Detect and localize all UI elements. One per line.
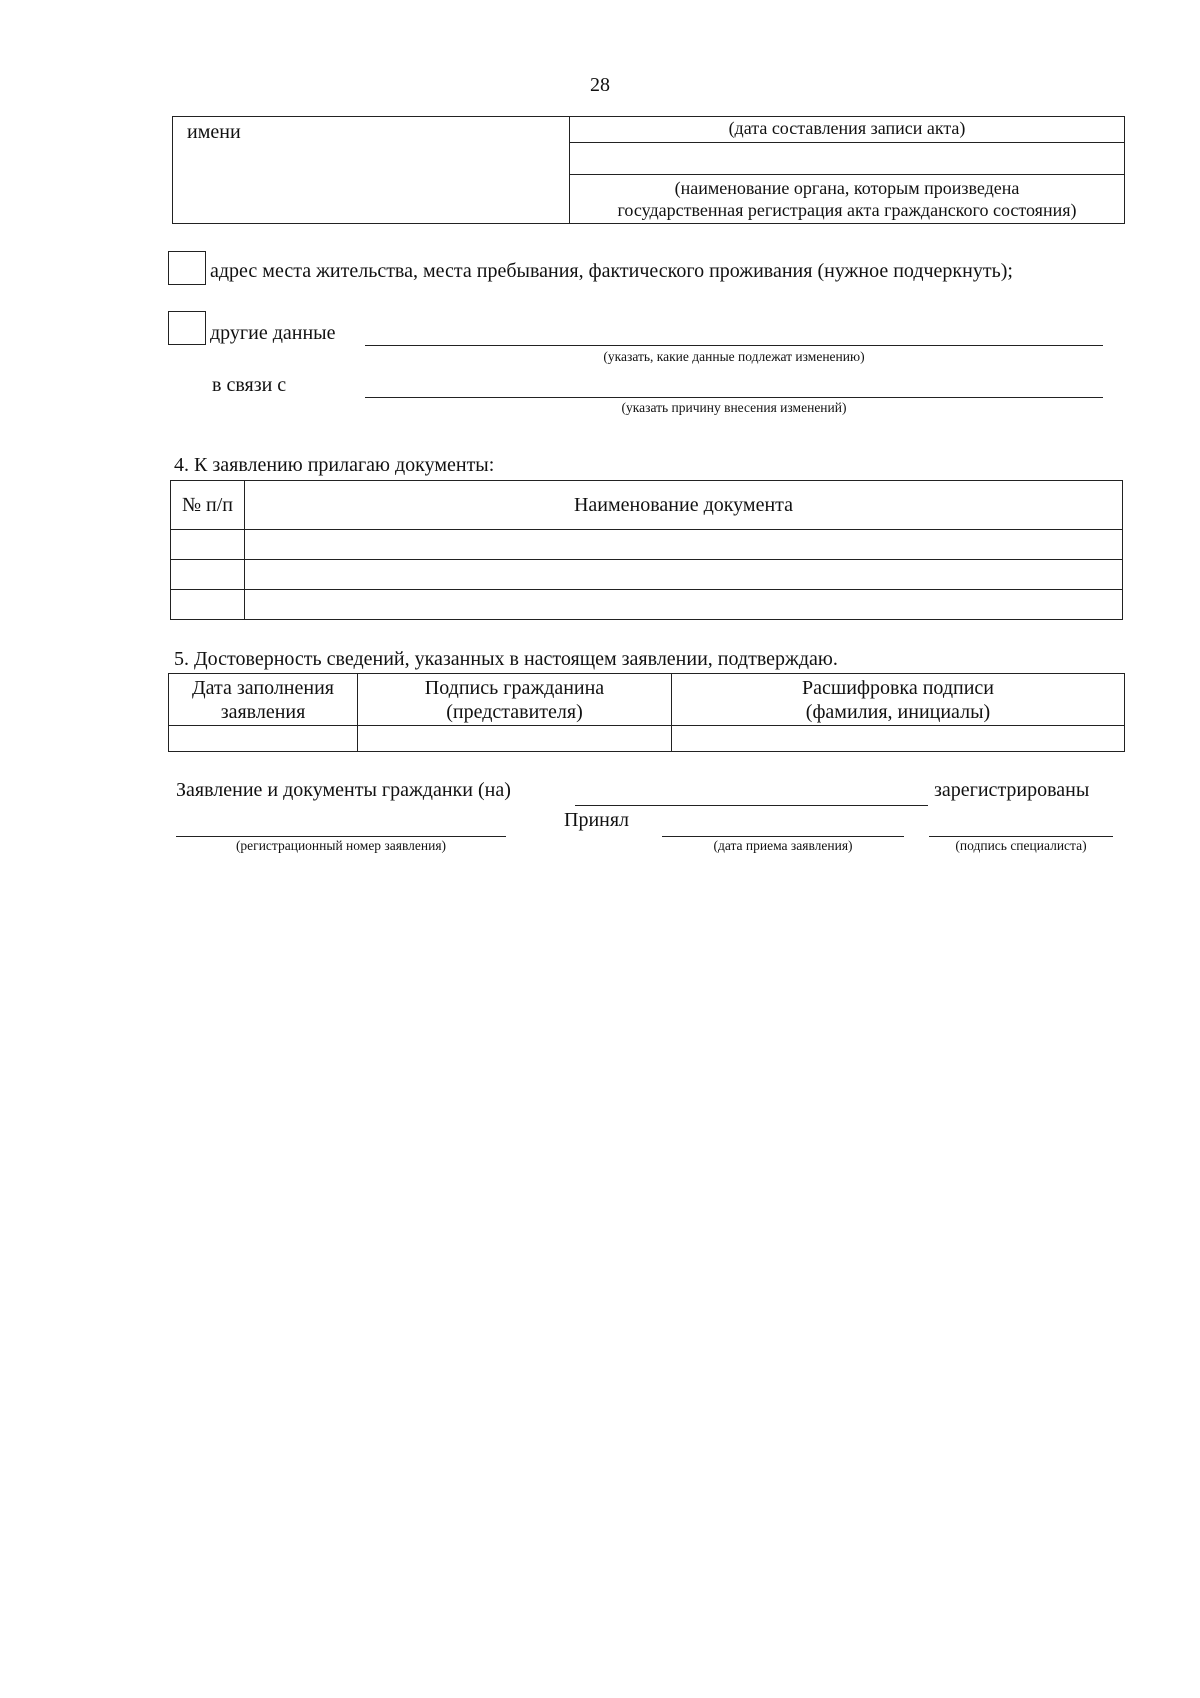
acceptance-date-hint: (дата приема заявления): [713, 838, 853, 853]
signature-decoding-header: [672, 674, 1125, 726]
fill-date-header: [169, 674, 358, 726]
document-number-cell[interactable]: [171, 560, 245, 590]
document-name-cell[interactable]: [245, 560, 1123, 590]
documents-table-header: [171, 481, 1123, 530]
name-cell: [173, 117, 570, 223]
other-data-checkbox[interactable]: [168, 311, 206, 345]
confirmation-table-header: [169, 674, 1125, 726]
name-label: имени: [187, 121, 241, 143]
specialist-signature-hint: (подпись специалиста): [955, 838, 1087, 853]
signature-decoding-cell[interactable]: [672, 726, 1125, 752]
act-date-cell: (дата составления записи акта): [570, 117, 1124, 143]
registry-office-caption: [570, 175, 1124, 223]
other-data-hint: (указать, какие данные подлежат изменению): [603, 349, 865, 364]
address-checkbox[interactable]: [168, 251, 206, 285]
confirmation-table: [168, 673, 1125, 752]
table-row: [171, 560, 1123, 590]
signature-header-line1: Подпись гражданина: [424, 676, 605, 699]
column-document-name-header: Наименование документа: [245, 481, 1123, 530]
reg-number-hint: (регистрационный номер заявления): [235, 838, 447, 853]
reason-label: в связи с: [212, 374, 287, 396]
registry-office-caption-line1: (наименование органа, которым произведена: [674, 178, 1020, 198]
signature-cell[interactable]: [358, 726, 672, 752]
signature-header: [358, 674, 672, 726]
signature-decoding-header-line2: (фамилия, инициалы): [805, 700, 991, 723]
document-number-cell[interactable]: [171, 590, 245, 620]
signature-decoding-header-line1: Расшифровка подписи: [802, 676, 994, 699]
citizen-name-line[interactable]: [575, 805, 928, 806]
reg-number-line[interactable]: [176, 836, 506, 837]
reason-hint: (указать причину внесения изменений): [621, 400, 847, 415]
registration-suffix: зарегистрированы: [934, 779, 1090, 801]
address-option-label: адрес места жительства, места пребывания, фактического проживания (нужное подчеркнуть);: [210, 260, 1013, 282]
specialist-signature-line[interactable]: [929, 836, 1113, 837]
signature-header-line2: (представителя): [446, 700, 583, 723]
document-name-cell[interactable]: [245, 590, 1123, 620]
acceptance-date-line[interactable]: [662, 836, 904, 837]
fill-date-header-line1: Дата заполнения: [192, 676, 334, 699]
document-number-cell[interactable]: [171, 530, 245, 560]
document-name-cell[interactable]: [245, 530, 1123, 560]
other-data-input-line[interactable]: [365, 345, 1103, 346]
reason-input-line[interactable]: [365, 397, 1103, 398]
table-row: [169, 726, 1125, 752]
registry-office-caption-line2: государственная регистрация акта гражданского состояния): [617, 200, 1077, 220]
fill-date-header-line2: заявления: [220, 700, 306, 723]
registry-office-field[interactable]: [570, 143, 1124, 175]
documents-table: [170, 480, 1123, 620]
registration-prefix: Заявление и документы гражданки (на): [176, 779, 511, 801]
confirmation-section-title: 5. Достоверность сведений, указанных в настоящем заявлении, подтверждаю.: [174, 648, 838, 670]
other-data-label: другие данные: [210, 322, 336, 344]
documents-section-title: 4. К заявлению прилагаю документы:: [174, 454, 495, 476]
fill-date-cell[interactable]: [169, 726, 358, 752]
act-record-table: [172, 116, 1125, 224]
column-number-header: № п/п: [171, 481, 245, 530]
accepted-label: Принял: [564, 809, 630, 831]
page-number: 28: [590, 74, 610, 96]
table-row: [171, 590, 1123, 620]
table-row: [171, 530, 1123, 560]
